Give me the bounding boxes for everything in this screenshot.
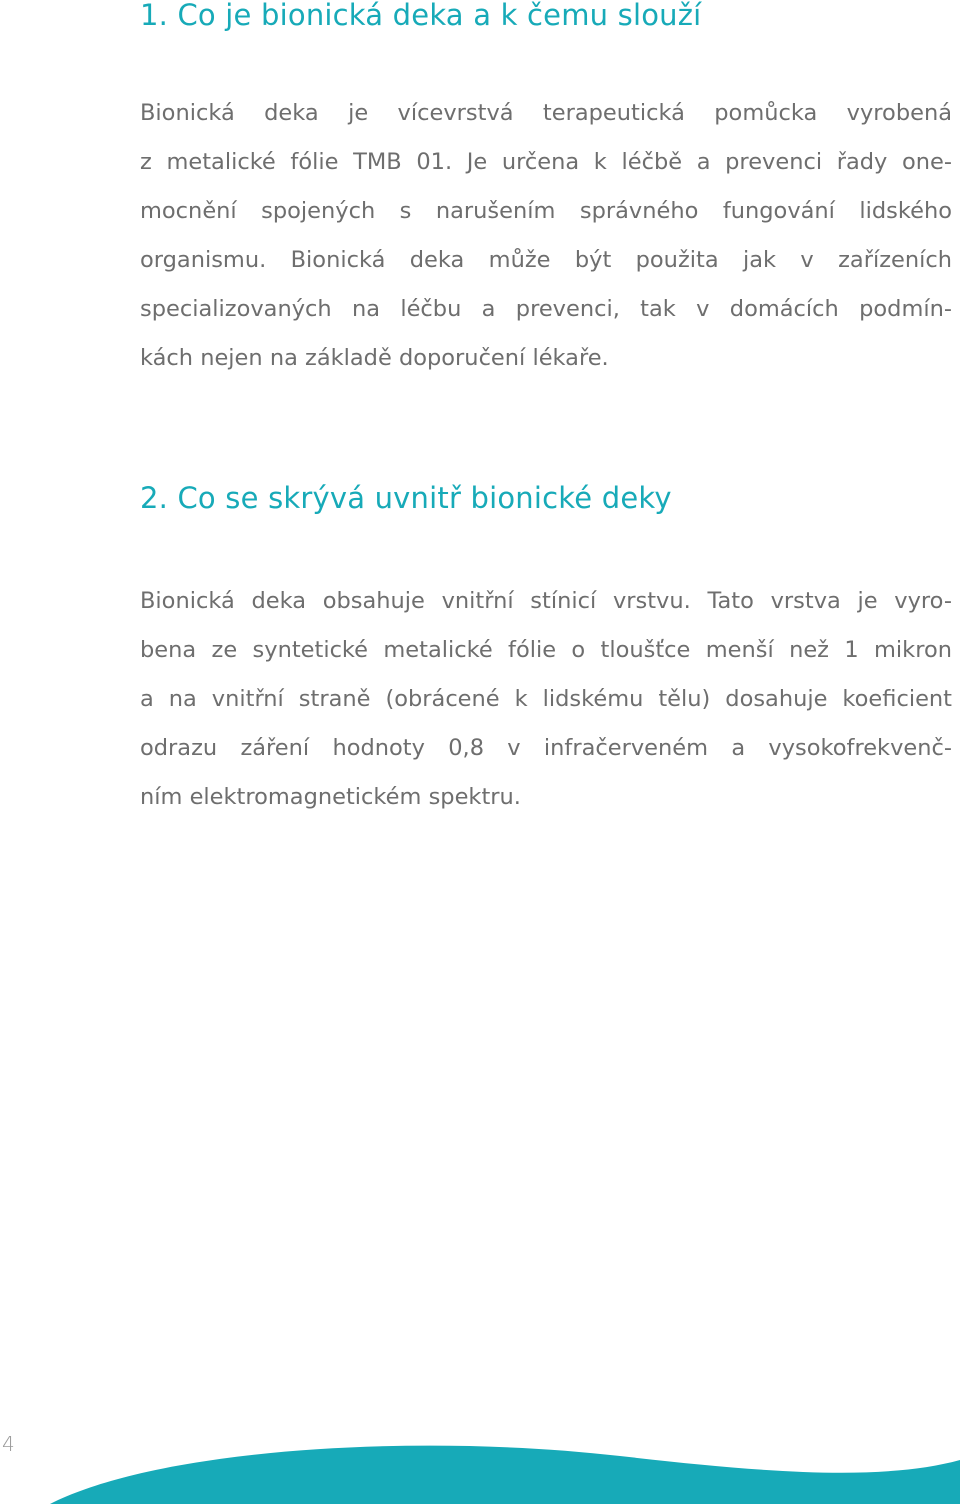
wave-shape [50,1446,960,1504]
paragraph-line: z metalické fólie TMB 01. Je určena k léčbě a prevenci řady one- [140,149,952,175]
section-1-heading: 1. Co je bionická deka a k čemu slouží [140,0,702,32]
page-number: 4 [2,1432,15,1456]
paragraph-line: a na vnitřní straně (obrácené k lidskému tělu) dosahuje koeficient [140,686,952,712]
section-1-paragraph [140,89,952,383]
paragraph-line: bena ze syntetické metalické fólie o tloušťce menší než 1 mikron [140,637,952,663]
paragraph-line: kách nejen na základě doporučení lékaře. [140,345,609,371]
paragraph-line: Bionická deka obsahuje vnitřní stínicí vrstvu. Tato vrstva je vyro- [140,588,952,614]
paragraph-line: mocnění spojených s narušením správného fungování lidského [140,198,952,224]
paragraph-line: ním elektromagnetickém spektru. [140,784,521,810]
paragraph-line: organismu. Bionická deka může být použita jak v zařízeních [140,247,952,273]
paragraph-line: Bionická deka je vícevrstvá terapeutická pomůcka vyrobená [140,100,952,126]
section-2-paragraph [140,577,952,822]
paragraph-line: odrazu záření hodnoty 0,8 v infračerveném a vysokofrekvenč- [140,735,952,761]
footer-wave-decoration [0,1438,960,1504]
section-2-heading: 2. Co se skrývá uvnitř bionické deky [140,481,672,515]
paragraph-line: specializovaných na léčbu a prevenci, tak v domácích podmín- [140,296,952,322]
